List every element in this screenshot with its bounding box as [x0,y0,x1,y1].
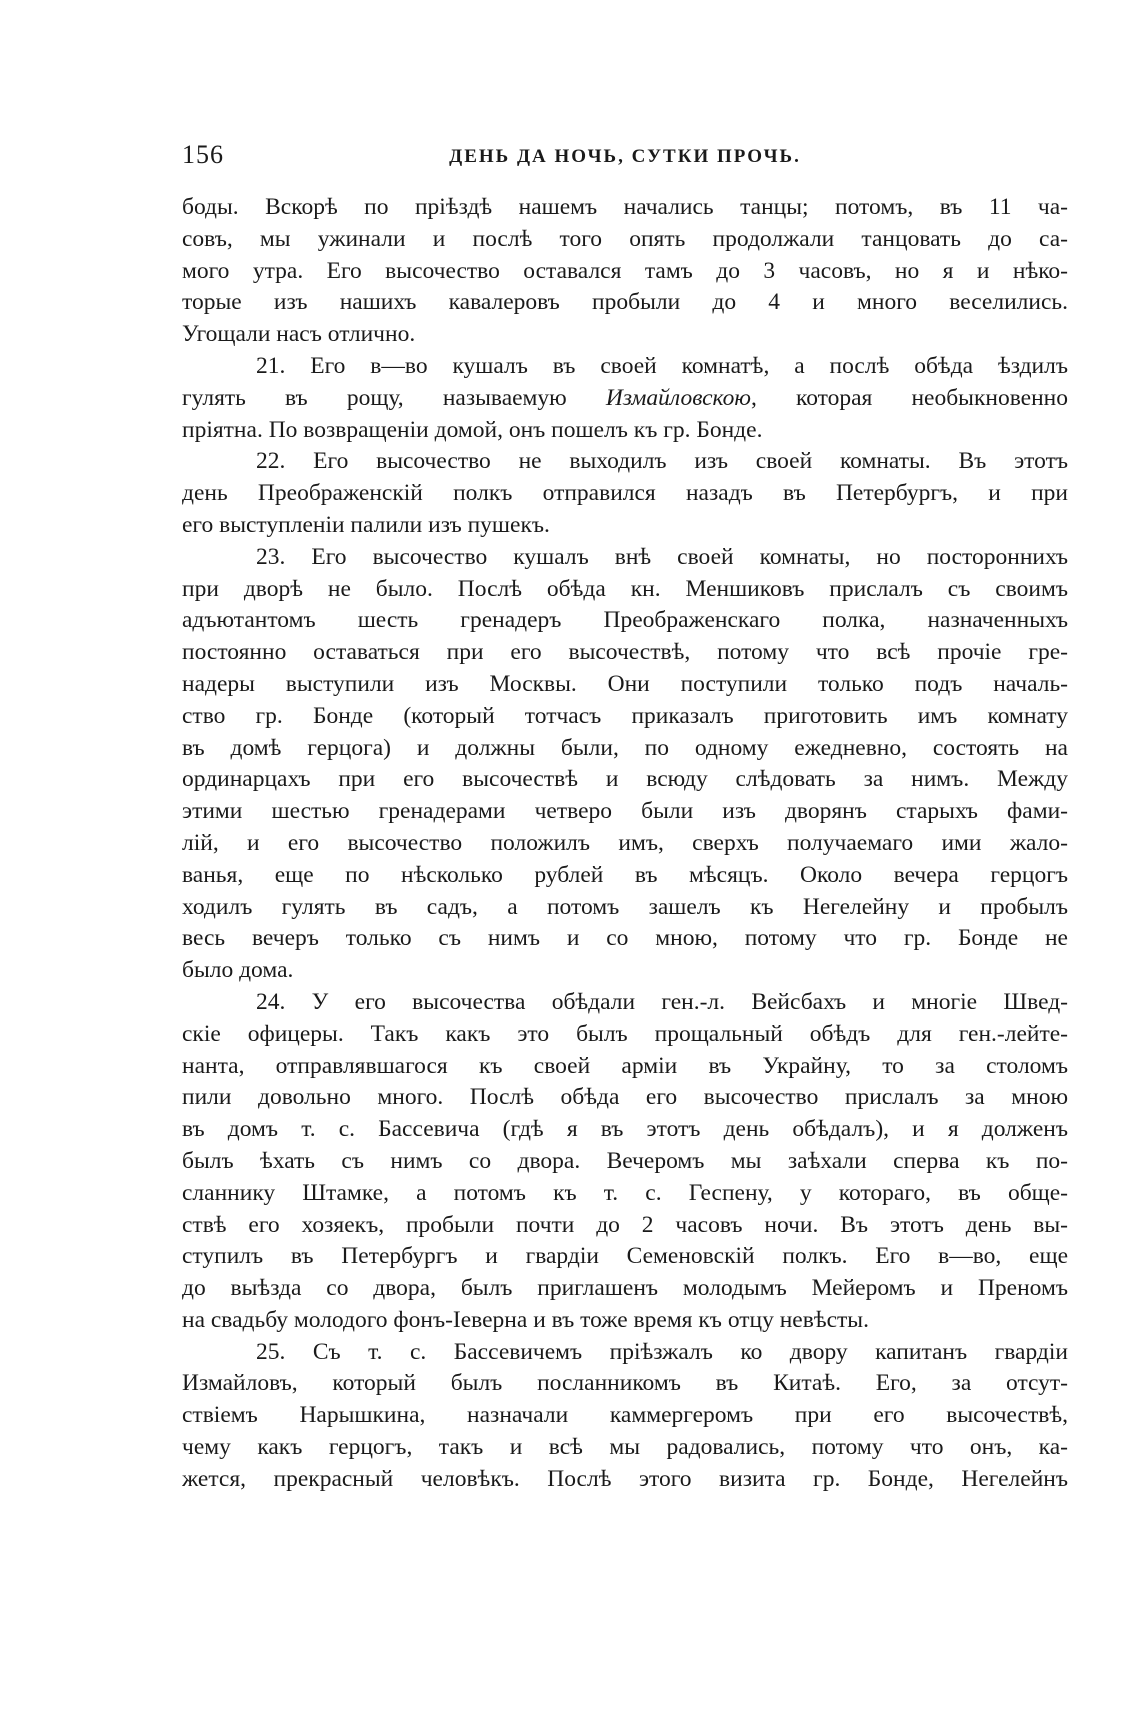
text-line: ствіемъ Нарышкина, назначали каммергеромъ при его высочествѣ, [182,1402,1068,1429]
text-line: въ домѣ герцога) и должны были, по одному ежедневно, состоять на [182,734,1068,761]
text-line: лій, и его высочество положилъ имъ, сверхъ получаемаго ими жало- [182,829,1068,856]
text-line: 22. Его высочество не выходилъ изъ своей комнаты. Въ этотъ [256,448,1068,475]
text-line: его выступленіи палили изъ пушекъ. [182,511,550,538]
text-line: 25. Съ т. с. Бассевичемъ пріѣзжалъ ко двору капитанъ гвардіи [256,1338,1068,1365]
page-number: 156 [182,140,224,169]
text-line [182,383,1068,415]
text-line: ординарцахъ при его высочествѣ и всюду слѣдовать за нимъ. Между [182,766,1068,793]
text-line: на свадьбу молодого фонъ-Іеверна и въ тоже время къ отцу невѣсты. [182,1306,869,1333]
text-line: Измайловъ, который былъ посланникомъ въ Китаѣ. Его, за отсут- [182,1370,1068,1397]
text-line: ступилъ въ Петербургъ и гвардіи Семеновскій полкъ. Его в—во, еще [182,1243,1068,1270]
text-line: жется, прекрасный человѣкъ. Послѣ этого визита гр. Бонде, Негелейнъ [182,1465,1068,1492]
text-line: въ домъ т. с. Бассевича (гдѣ я въ этотъ день обѣдалъ), и я долженъ [182,1116,1068,1143]
text-line: нанта, отправлявшагося къ своей арміи въ Украйну, то за столомъ [182,1052,1068,1079]
text-line: совъ, мы ужинали и послѣ того опять продолжали танцовать до са- [182,225,1068,252]
text-line: было дома. [182,957,294,984]
italic-place-name: Измайловскою [605,384,751,411]
text-line: боды. Вскорѣ по пріѣздѣ нашемъ начались танцы; потомъ, въ 11 ча- [182,194,1068,220]
text-line: постоянно оставаться при его высочествѣ, потому что всѣ прочіе гре- [182,639,1068,666]
text-line: чему какъ герцогъ, такъ и всѣ мы радовались, потому что онъ, ка- [182,1434,1068,1461]
text-line: ходилъ гулять въ садъ, а потомъ зашелъ къ Негелейну и пробылъ [182,893,1068,920]
running-title: ДЕНЬ ДА НОЧЬ, СУТКИ ПРОЧЬ. [449,146,801,167]
text-line: надеры выступили изъ Москвы. Они поступили только подъ началь- [182,670,1068,697]
text-line: мого утра. Его высочество оставался тамъ до 3 часовъ, но я и нѣко- [182,257,1068,284]
text-line: пріятна. По возвращеніи домой, онъ пошелъ къ гр. Бонде. [182,416,763,443]
text-line: весь вечеръ только съ нимъ и со мною, потому что гр. Бонде не [182,925,1068,952]
text-line: пили довольно много. Послѣ обѣда его высочество прислалъ за мною [182,1084,1068,1111]
text-line: былъ ѣхать съ нимъ со двора. Вечеромъ мы заѣхали сперва къ по- [182,1147,1068,1174]
text-line: при дворѣ не было. Послѣ обѣда кн. Меншиковъ прислалъ съ своимъ [182,575,1068,602]
text-line: Угощали насъ отлично. [182,321,416,348]
text-segment: гулять въ рощу, называемую [182,384,606,411]
text-line: день Преображенскій полкъ отправился назадъ въ Петербургъ, и при [182,480,1068,507]
body-text [182,192,1068,1496]
page-header [182,140,1068,180]
text-line: до выѣзда со двора, былъ приглашенъ молодымъ Мейеромъ и Преномъ [182,1275,1068,1302]
text-line: ванья, еще по нѣсколько рублей въ мѣсяцъ. Около вечера герцогъ [182,861,1068,888]
text-line: адъютантомъ шесть гренадеръ Преображенскаго полка, назначенныхъ [182,607,1068,634]
text-line: 21. Его в—во кушалъ въ своей комнатѣ, а послѣ обѣда ѣздилъ [256,352,1068,379]
text-line: 23. Его высочество кушалъ внѣ своей комнаты, но постороннихъ [256,543,1068,570]
text-line: этими шестью гренадерами четверо были изъ дворянъ старыхъ фами- [182,798,1068,825]
text-line: ство гр. Бонде (который тотчасъ приказалъ приготовить имъ комнату [182,702,1068,729]
text-line: 24. У его высочества обѣдали ген.-л. Вейсбахъ и многіе Швед- [256,988,1068,1015]
text-segment: , которая необыкновенно [750,384,1068,411]
text-line: сланнику Штамке, а потомъ къ т. с. Геспену, у котораго, въ обще- [182,1179,1068,1206]
text-line: ствѣ его хозяекъ, пробыли почти до 2 часовъ ночи. Въ этотъ день вы- [182,1211,1068,1238]
text-line: торые изъ нашихъ кавалеровъ пробыли до 4 и много веселились. [182,289,1068,316]
text-line: скіе офицеры. Такъ какъ это былъ прощальный обѣдъ для ген.-лейте- [182,1020,1068,1047]
